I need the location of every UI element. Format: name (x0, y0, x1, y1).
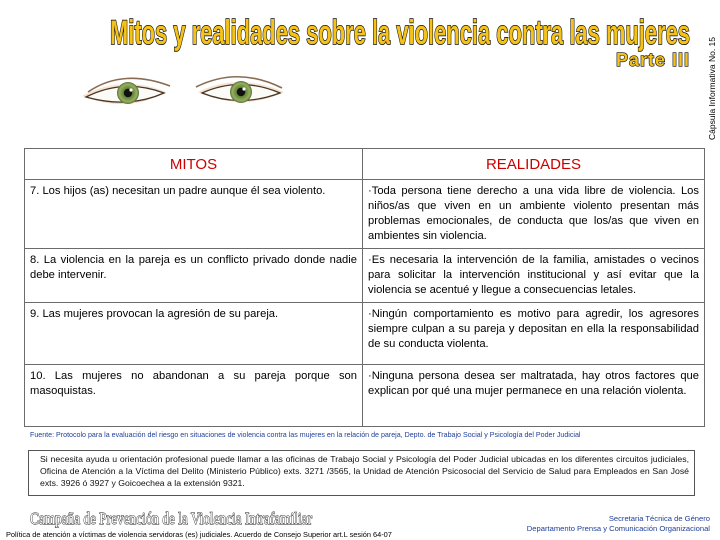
org-info (527, 514, 710, 534)
org-line-1: Secretaria Técnica de Género (608, 514, 710, 523)
source-note: Fuente: Protocolo para la evaluación del riesgo en situaciones de violencia contra las mujeres en la relación de pareja, Depto. de Trabajo Social y Psicología del Poder Judicial (30, 431, 581, 439)
myths-table (24, 148, 705, 427)
realidad-cell: ·Es necesaria la intervención de la familia, amistades o vecinos para solicitar la intervención institucional y así evitar que la violencia se acentué y llegue a consecuencias letales. (363, 249, 705, 303)
header-realidades: REALIDADES (363, 149, 705, 180)
table-row (25, 180, 705, 249)
mito-cell: 8. La violencia en la pareja es un conflicto privado donde nadie debe intervenir. (25, 249, 363, 303)
org-line-2: Departamento Prensa y Comunicación Organizacional (526, 524, 710, 533)
table-row (25, 249, 705, 303)
eyes-image (78, 62, 288, 120)
title-text: Mitos y realidades sobre la violencia contra las mujeres (110, 14, 690, 52)
page-title (100, 4, 700, 70)
realidad-cell: ·Toda persona tiene derecho a una vida libre de violencia. Los niños/as que viven en un ambiente violento presentan más problemas emocionales, de conducta que los/as que viven en ambientes sin violencia. (363, 180, 705, 249)
help-box: Si necesita ayuda u orientación profesional puede llamar a las oficinas de Trabajo Social y Psicología del Poder Judicial ubicadas en los diferentes circuitos judiciales, Oficina de Atención a la Víctima del Delito (Ministerio Público) exts. 3271 /3565, la Unidad de Atención Psicosocial del Servicio de Salud para Empleados en San José exts. 3926 ó 3927 y Goicoechea a la extensión 9321. (28, 450, 695, 496)
table-row (25, 365, 705, 427)
header-mitos: MITOS (25, 149, 363, 180)
campaign-title (30, 506, 320, 530)
realidad-cell: ·Ningún comportamiento es motivo para agredir, los agresores siempre culpan a su pareja y depositan en ella la responsabilidad de su conducta violenta. (363, 303, 705, 365)
realidad-cell: ·Ninguna persona desea ser maltratada, hay otros factores que explican por qué una mujer permanece en una relación violenta. (363, 365, 705, 427)
table-header-row (25, 149, 705, 180)
subtitle-text: Parte III (615, 50, 690, 70)
capsule-label (706, 10, 718, 140)
mito-cell: 9. Las mujeres provocan la agresión de su pareja. (25, 303, 363, 365)
policy-note: Política de atención a víctimas de violencia servidoras (es) judiciales. Acuerdo de Consejo Superior art.L sesión 64-07 (6, 530, 392, 539)
mito-cell: 7. Los hijos (as) necesitan un padre aunque él sea violento. (25, 180, 363, 249)
table-row (25, 303, 705, 365)
mito-cell: 10. Las mujeres no abandonan a su pareja porque son masoquistas. (25, 365, 363, 427)
capsule-text: Cápsula Informativa No. 15 (707, 37, 717, 140)
campaign-text: Campaña de Prevención de la Violencia Intrafamiliar (30, 509, 313, 528)
